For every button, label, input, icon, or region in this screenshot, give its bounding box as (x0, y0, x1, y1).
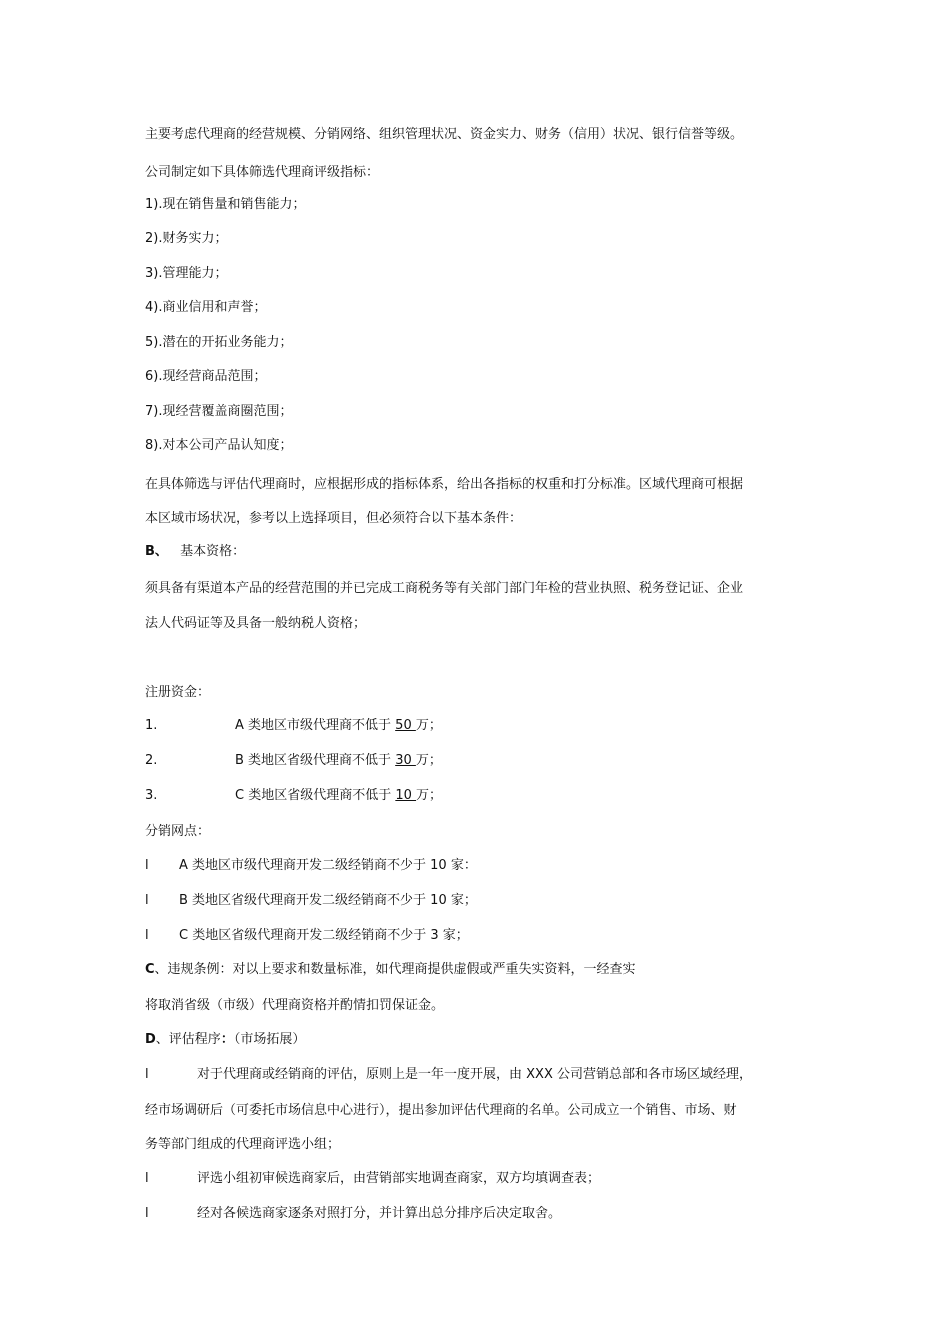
paragraph-line: 法人代码证等及具备一般纳税人资格； (145, 616, 367, 631)
capital-item (145, 787, 442, 805)
network-item (145, 857, 477, 875)
criteria-item: 2).财务实力； (145, 231, 228, 246)
network-item (145, 927, 469, 945)
section-b-heading (145, 543, 245, 561)
bullet-marker: l (145, 893, 149, 908)
procedure-item (145, 1066, 752, 1084)
paragraph-line: 须具备有渠道本产品的经营范围的并已完成工商税务等有关部门部门年检的营业执照、税务登记证、企业 (145, 581, 744, 596)
intro-paragraph: 主要考虑代理商的经营规模、分销网络、组织管理状况、资金实力、财务（信用）状况、银行信誉等级。 (145, 127, 744, 142)
paragraph-line: 将取消省级（市级）代理商资格并酌情扣罚保证金。 (145, 998, 445, 1013)
criteria-item: 6).现经营商品范围； (145, 369, 267, 384)
item-text: C 类地区省级代理商不低于 (235, 788, 396, 803)
item-value: 10 (395, 788, 417, 803)
criteria-item: 1).现在销售量和销售能力； (145, 197, 306, 212)
criteria-item: 7).现经营覆盖商圈范围； (145, 404, 293, 419)
section-title: 基本资格： (180, 544, 246, 559)
bullet-marker: l (145, 858, 149, 873)
item-unit: 万； (415, 718, 442, 733)
item-unit: 万； (415, 753, 442, 768)
item-unit: 万； (416, 788, 443, 803)
section-label: D (145, 1032, 156, 1047)
item-value: 50 (395, 718, 416, 733)
item-number: 3. (145, 788, 158, 803)
item-text: A 类地区市级代理商开发二级经销商不少于 10 家： (179, 858, 477, 873)
procedure-item (145, 1205, 561, 1223)
bullet-marker: l (145, 1171, 149, 1186)
paragraph-line: 务等部门组成的代理商评选小组； (145, 1137, 341, 1152)
item-number: 1. (145, 718, 158, 733)
section-label: C (145, 962, 155, 977)
section-title: 、评估程序 (155, 1032, 221, 1047)
section-label: B、 (145, 544, 168, 559)
item-text: 经对各候选商家逐条对照打分，并计算出总分排序后决定取舍。 (197, 1206, 562, 1221)
procedure-item (145, 1170, 600, 1188)
item-text: 对于代理商或经销商的评估，原则上是一年一度开展，由 XXX 公司营销总部和各市场区域经理， (197, 1067, 752, 1082)
item-text: 评选小组初审候选商家后，由营销部实地调查商家，双方均填调查表； (197, 1171, 601, 1186)
item-value: 30 (395, 753, 416, 768)
paragraph-line: 本区域市场状况，参考以上选择项目，但必须符合以下基本条件： (145, 511, 523, 526)
capital-item (145, 752, 442, 770)
bullet-marker: l (145, 928, 149, 943)
paragraph-line: 经市场调研后（可委托市场信息中心进行），提出参加评估代理商的名单。公司成立一个销售、市场、财 (145, 1103, 737, 1118)
criteria-item: 3).管理能力； (145, 266, 228, 281)
network-title: 分销网点： (145, 824, 211, 839)
item-text: C 类地区省级代理商开发二级经销商不少于 3 家； (179, 928, 469, 943)
bullet-marker: l (145, 1067, 149, 1082)
criteria-item: 5).潜在的开拓业务能力； (145, 335, 293, 350)
item-number: 2. (145, 753, 158, 768)
network-item (145, 892, 477, 910)
section-d-heading (145, 1031, 305, 1049)
section-subtitle: （市场拓展） (233, 1032, 306, 1047)
section-colon: ： (220, 1032, 234, 1047)
paragraph-line: 在具体筛选与评估代理商时，应根据形成的指标体系，给出各指标的权重和打分标准。区域代理商可根据 (145, 477, 744, 492)
item-text: A 类地区市级代理商不低于 (235, 718, 396, 733)
criteria-item: 8).对本公司产品认知度； (145, 438, 293, 453)
capital-item (145, 717, 442, 735)
bullet-marker: l (145, 1206, 149, 1221)
criteria-item: 4).商业信用和声誉； (145, 300, 267, 315)
item-text: B 类地区省级代理商不低于 (235, 753, 396, 768)
item-text: B 类地区省级代理商开发二级经销商不少于 10 家； (179, 893, 477, 908)
section-c-heading (145, 961, 636, 979)
criteria-intro: 公司制定如下具体筛选代理商评级指标： (145, 165, 380, 180)
section-text: 、违规条例：对以上要求和数量标准，如代理商提供虚假或严重失实资料，一经查实 (154, 962, 636, 977)
capital-title: 注册资金： (145, 685, 211, 700)
